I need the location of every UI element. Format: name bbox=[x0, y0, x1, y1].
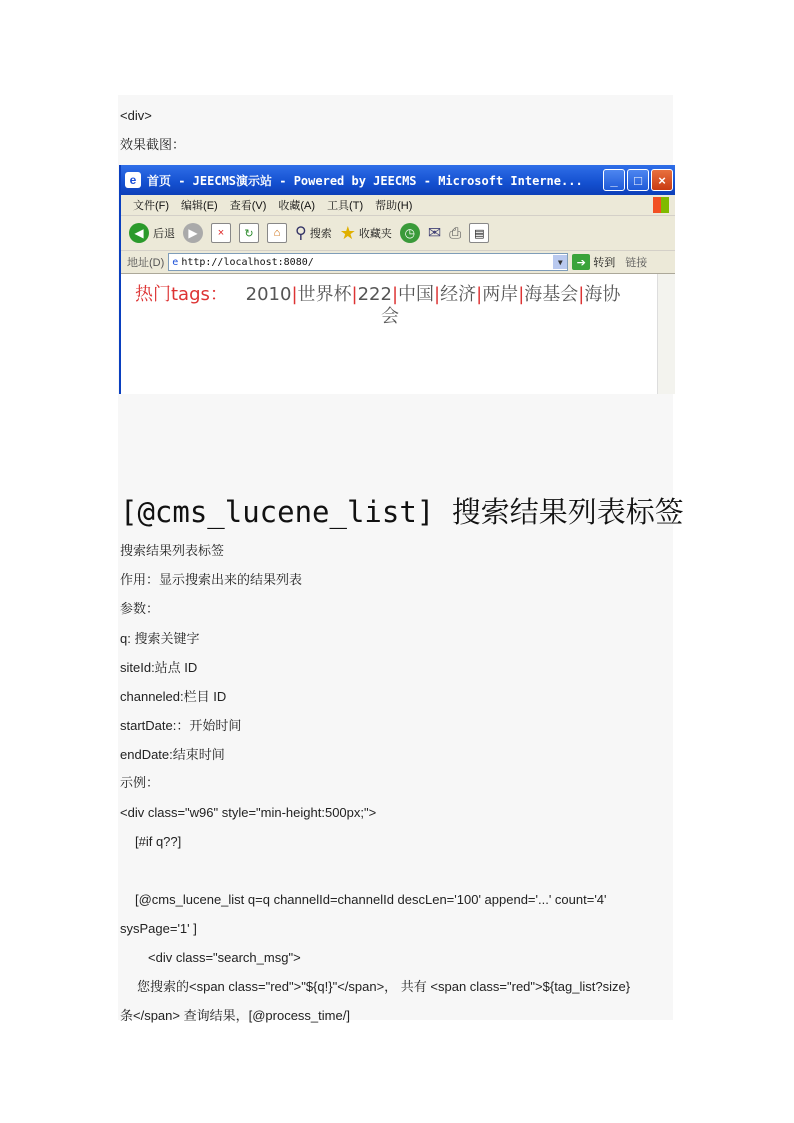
heading-cn: 搜索结果列表标签 bbox=[451, 495, 684, 529]
scrollbar[interactable] bbox=[657, 274, 675, 394]
code-line: [@cms_lucene_list q=q channelId=channelId descLen='100' append='...' count='4' bbox=[135, 892, 607, 907]
links-button[interactable]: 链接 bbox=[625, 257, 648, 269]
menu-edit[interactable]: 编辑(E) bbox=[181, 200, 218, 212]
tag-link[interactable]: 中国 bbox=[398, 284, 435, 305]
back-button[interactable] bbox=[129, 223, 175, 243]
tag-link[interactable]: 世界杯 bbox=[297, 284, 352, 305]
history-icon: ◷ bbox=[400, 223, 420, 243]
code-line: sysPage='1' ] bbox=[120, 921, 197, 936]
stop-button[interactable] bbox=[211, 223, 231, 243]
search-label: 搜索 bbox=[309, 228, 332, 240]
history-button[interactable] bbox=[400, 223, 420, 243]
browser-title: 首页 - JEECMS演示站 - Powered by JEECMS - Microsoft Interne... bbox=[147, 173, 583, 188]
address-label: 地址(D) bbox=[127, 257, 165, 269]
body-line: 作用：显示搜索出来的结果列表 bbox=[120, 573, 303, 588]
print-button[interactable] bbox=[449, 225, 461, 242]
edit-button[interactable] bbox=[469, 223, 489, 243]
star-icon: ★ bbox=[339, 222, 356, 243]
body-line: siteId:站点 ID bbox=[120, 660, 198, 675]
menu-favorites[interactable]: 收藏(A) bbox=[278, 200, 316, 212]
windows-logo-icon bbox=[653, 197, 669, 213]
address-bar bbox=[121, 251, 675, 274]
hot-tags bbox=[135, 280, 620, 306]
tag-separator: | bbox=[518, 284, 525, 305]
refresh-icon: ↻ bbox=[239, 223, 259, 243]
browser-screenshot bbox=[119, 165, 675, 394]
ie-icon: e bbox=[125, 172, 141, 188]
screenshot-label: 效果截图： bbox=[120, 137, 186, 152]
address-input[interactable] bbox=[168, 253, 568, 271]
mail-icon: ✉ bbox=[427, 225, 442, 242]
maximize-icon[interactable]: □ bbox=[627, 169, 649, 191]
forward-arrow-icon: ▶ bbox=[183, 223, 203, 243]
menu-help[interactable]: 帮助(H) bbox=[375, 200, 413, 212]
address-url: http://localhost:8080/ bbox=[181, 256, 314, 268]
tag-separator: | bbox=[291, 284, 298, 305]
menu-view[interactable]: 查看(V) bbox=[229, 200, 267, 212]
tag-link[interactable]: 海基会 bbox=[524, 284, 579, 305]
printer-icon: ⎙ bbox=[449, 224, 462, 242]
body-line: endDate:结束时间 bbox=[120, 747, 225, 762]
tag-link[interactable]: 两岸 bbox=[482, 284, 519, 305]
body-line: 参数： bbox=[120, 602, 160, 617]
home-icon: ⌂ bbox=[267, 223, 287, 243]
minimize-icon[interactable]: _ bbox=[603, 169, 625, 191]
code-line: <div class="w96" style="min-height:500px;"> bbox=[120, 805, 377, 820]
tag-separator: | bbox=[351, 284, 358, 305]
body-line: channeled:栏目 ID bbox=[120, 689, 227, 704]
menu-bar bbox=[121, 195, 675, 216]
body-line: q: 搜索关键字 bbox=[120, 631, 200, 646]
tag-link-wrapped[interactable]: 会 bbox=[381, 306, 399, 327]
body-line: startDate:：开始时间 bbox=[120, 718, 242, 733]
tag-separator: | bbox=[578, 284, 585, 305]
browser-content bbox=[121, 274, 675, 394]
code-line: <div class="search_msg"> bbox=[148, 950, 301, 965]
page-icon: e bbox=[172, 256, 179, 268]
search-icon: ⚲ bbox=[295, 225, 307, 242]
mail-button[interactable] bbox=[428, 223, 441, 243]
tag-link[interactable]: 222 bbox=[357, 284, 392, 305]
toolbar bbox=[121, 216, 675, 251]
div-tag-text: <div> bbox=[120, 108, 152, 123]
tag-link[interactable]: 经济 bbox=[440, 284, 477, 305]
tag-separator: | bbox=[476, 284, 483, 305]
heading-code: [@cms_lucene_list] bbox=[120, 495, 435, 529]
hot-tags-label: 热门tags： bbox=[135, 284, 228, 305]
browser-title-bar bbox=[121, 165, 675, 195]
body-line: 搜索结果列表标签 bbox=[120, 544, 225, 559]
home-button[interactable] bbox=[267, 223, 287, 243]
edit-icon: ▤ bbox=[469, 223, 489, 243]
menu-file[interactable]: 文件(F) bbox=[133, 200, 170, 212]
section-heading bbox=[120, 494, 684, 530]
tag-link[interactable]: 海协 bbox=[584, 284, 621, 305]
tag-separator: | bbox=[391, 284, 399, 305]
back-arrow-icon: ◀ bbox=[129, 223, 149, 243]
search-button[interactable] bbox=[295, 223, 332, 243]
code-line: 您搜索的<span class="red">"${q!}"</span>， 共有 <span class="red">${tag_list?size} bbox=[137, 979, 631, 994]
tag-link[interactable]: 2010 bbox=[245, 284, 292, 305]
chevron-down-icon[interactable]: ▼ bbox=[553, 255, 567, 269]
refresh-button[interactable] bbox=[239, 223, 259, 243]
tag-separator: | bbox=[434, 284, 441, 305]
go-button[interactable]: 转到 bbox=[593, 257, 616, 269]
code-line: [#if q??] bbox=[135, 834, 182, 849]
forward-button[interactable] bbox=[183, 223, 203, 243]
menu-tools[interactable]: 工具(T) bbox=[327, 200, 364, 212]
go-arrow-icon[interactable]: ➔ bbox=[572, 254, 590, 270]
code-line: 条</span> 查询结果，[@process_time/] bbox=[120, 1008, 350, 1023]
close-icon[interactable]: × bbox=[651, 169, 673, 191]
favorites-label: 收藏夹 bbox=[358, 228, 392, 240]
back-label: 后退 bbox=[153, 228, 175, 240]
body-line: 示例： bbox=[120, 776, 160, 791]
favorites-button[interactable] bbox=[340, 223, 392, 244]
stop-icon: × bbox=[211, 223, 231, 243]
